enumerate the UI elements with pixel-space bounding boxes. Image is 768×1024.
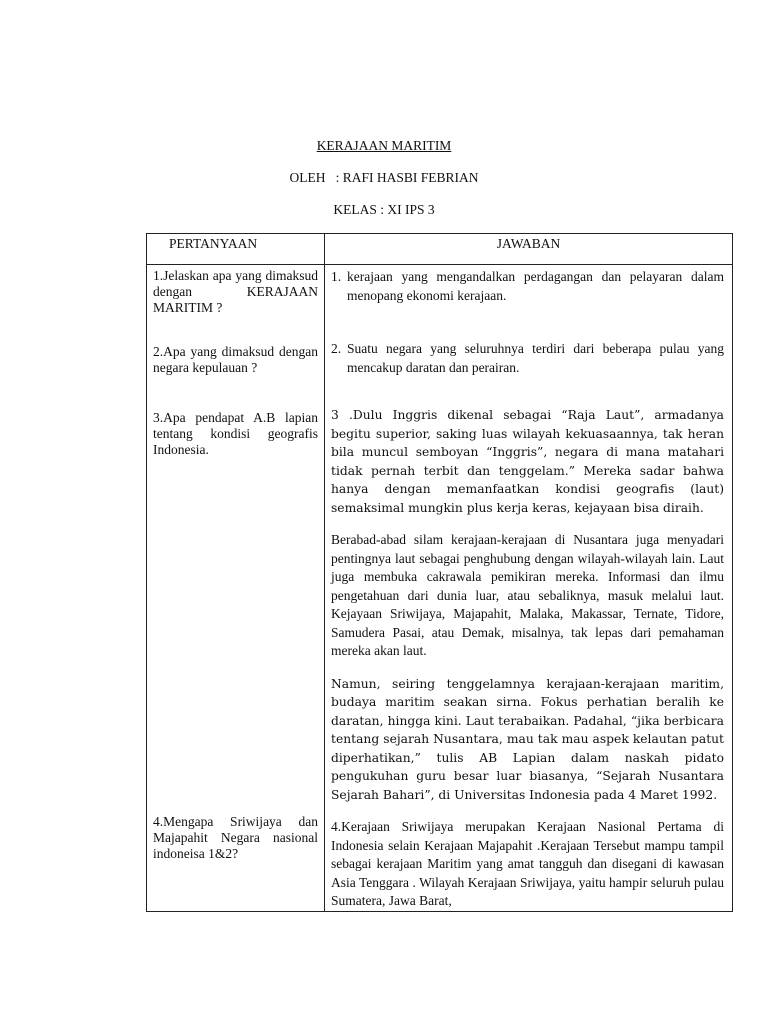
answer-4	[331, 818, 724, 911]
question-4: 4.Mengapa Sriwijaya dan Majapahit Negara nasional indoneisa 1&2?	[153, 814, 318, 862]
answer-2	[331, 340, 724, 406]
column-header-pertanyaan: PERTANYAAN	[147, 234, 325, 265]
answer-3-paragraph-2: Berabad-abad silam kerajaan-kerajaan di Nusantara juga menyadari pentingnya laut sebagai penghubung dengan wilayah-wilayah lain. Laut juga membuka cakrawala pemikiran mereka. Informasi dan ilmu pengetahuan dari dunia luar, atau sebaliknya, masuk melalui laut. Kejayaan Sriwijaya, Majapahit, Malaka, Makassar, Ternate, Tidore, Samudera Pasai, atau Demak, misalnya, tak lepas dari pemahaman mereka akan laut.	[331, 532, 724, 658]
question-1: 1.Jelaskan apa yang dimaksud dengan KERAJAAN MARITIM ?	[153, 268, 318, 316]
class-line: KELAS : XI IPS 3	[333, 202, 435, 217]
answer-2-number: 2.	[331, 341, 342, 356]
answer-1-number: 1.	[331, 269, 342, 284]
table-header-row	[147, 234, 733, 265]
answer-3	[331, 406, 724, 804]
document-title: KERAJAAN MARITIM	[316, 138, 452, 153]
questions-cell	[147, 265, 325, 912]
answer-3-paragraph-3: Namun, seiring tenggelamnya kerajaan-kerajaan maritim, budaya maritim seakan sirna. Fokus perhatian beralih ke daratan, hingga kini. Laut terabaikan. Padahal, “jika berbicara tentang sejarah Nusantara, mau tak mau aspek kelautan patut diperhatikan,” tulis AB Lapian dalam naskah pidato pengukuhan guru besar luar biasanya, “Sejarah Nusantara Sejarah Bahari”, di Universitas Indonesia pada 4 Maret 1992.	[331, 676, 724, 802]
author-line: OLEH : RAFI HASBI FEBRIAN	[289, 170, 479, 185]
answer-2-text: Suatu negara yang seluruhnya terdiri dari beberapa pulau yang mencakup daratan dan perairan.	[347, 341, 724, 375]
answer-3-paragraph-1: 3 .Dulu Inggris dikenal sebagai “Raja Laut”, armadanya begitu superior, saking luas wilayah kekuasaannya, tak heran bila muncul semboyan “Inggris”, negara di mana matahari tidak pernah terbit dan tenggelam.” Mereka sadar bahwa hanya dengan memanfaatkan kondisi geografis (laut) semaksimal mungkin plus kerja keras, kejayaan bisa diraih.	[331, 408, 724, 515]
question-2: 2.Apa yang dimaksud dengan negara kepulauan ?	[153, 344, 318, 376]
question-3: 3.Apa pendapat A.B lapian tentang kondisi geografis Indonesia.	[153, 410, 318, 458]
table-row	[147, 265, 733, 912]
answer-4-text: 4.Kerajaan Sriwijaya merupakan Kerajaan Nasional Pertama di Indonesia selain Kerajaan Majapahit .Kerajaan Tersebut mampu tampil sebagai kerajaan Maritim yang amat tangguh dan disegani di kawasan Asia Tenggara . Wilayah Kerajaan Sriwijaya, yaitu hampir seluruh pulau Sumatera, Jawa Barat,	[331, 819, 724, 908]
qa-table	[146, 233, 733, 912]
column-header-jawaban: JAWABAN	[325, 234, 733, 265]
answer-1	[331, 268, 724, 340]
answers-cell	[325, 265, 733, 912]
answer-1-text: kerajaan yang mengandalkan perdagangan dan pelayaran dalam menopang ekonomi kerajaan.	[347, 269, 724, 303]
